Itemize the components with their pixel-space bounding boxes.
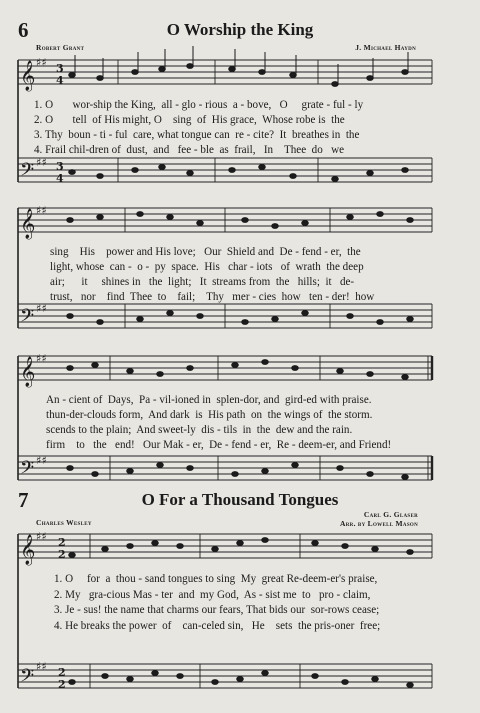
- verse-line: 2. My gra-cious Mas - ter and my God, As - sist me to pro - claim,: [54, 588, 371, 601]
- svg-text:4: 4: [56, 74, 64, 87]
- arranger-credit: Arr. by Lowell Mason: [340, 519, 418, 528]
- svg-text:♯♯: ♯♯: [36, 204, 47, 217]
- svg-text:4: 4: [56, 172, 64, 185]
- hymn-title: O Worship the King: [166, 20, 314, 39]
- svg-text:𝄢: 𝄢: [20, 458, 35, 483]
- verse-line: firm to the end! Our Mak - er, De - fend - er, Re - deem-er, and Friend!: [46, 439, 392, 451]
- verse-line: light, whose can - o - py space. His char - iots of wrath the deep: [50, 261, 364, 273]
- lyrics-hymn-7: [54, 572, 380, 634]
- svg-text:𝄢: 𝄢: [20, 306, 35, 331]
- svg-text:2: 2: [58, 666, 66, 679]
- music-credit: J. Michael Haydn: [355, 43, 416, 52]
- hymn-number: 6: [18, 18, 29, 42]
- svg-text:2: 2: [58, 678, 66, 691]
- svg-text:3: 3: [56, 160, 64, 173]
- svg-text:𝄞: 𝄞: [20, 209, 36, 239]
- svg-text:♯♯: ♯♯: [36, 660, 47, 673]
- music-credit: Carl G. Glaser: [363, 510, 418, 519]
- lyrics-system-2: [50, 245, 374, 305]
- svg-text:𝄞: 𝄞: [20, 357, 36, 387]
- svg-text:2: 2: [58, 548, 66, 561]
- verse-line: air; it shines in the light; It streams from the hills; it de-: [50, 276, 355, 288]
- verse-line: sing His power and His love; Our Shield and De - fend - er, the: [50, 246, 361, 258]
- svg-text:♯♯: ♯♯: [36, 156, 47, 169]
- verse-line: 2. O tell of His might, O sing of His grace, Whose robe is the: [34, 114, 345, 126]
- words-credit: Charles Wesley: [36, 518, 92, 527]
- verse-line: trust, nor find Thee to fail; Thy mer - cies how ten - der! how: [50, 291, 375, 303]
- lyrics-system-3: [46, 393, 391, 453]
- svg-text:♯♯: ♯♯: [36, 352, 47, 365]
- svg-text:3: 3: [56, 62, 64, 75]
- verse-line: 1. O wor-ship the King, all - glo - rious a - bove, O grate - ful - ly: [34, 99, 364, 111]
- words-credit: Robert Grant: [36, 43, 85, 52]
- svg-text:♯♯: ♯♯: [36, 454, 47, 467]
- verse-line: 3. Thy boun - ti - ful care, what tongue can re - cite? It breathes in the: [34, 129, 360, 141]
- svg-text:𝄞: 𝄞: [20, 61, 36, 91]
- verse-line: 4. Frail chil-dren of dust, and fee - ble as frail, In Thee do we: [34, 144, 345, 156]
- verse-line: scends to the plain; And sweet-ly dis - tils in the dew and the rain.: [46, 424, 353, 436]
- lyrics-system-1: [34, 98, 363, 158]
- svg-text:♯♯: ♯♯: [36, 302, 47, 315]
- hymn-number: 7: [18, 488, 29, 512]
- svg-text:2: 2: [58, 536, 66, 549]
- verse-line: thun-der-clouds form, And dark is His path on the wings of the storm.: [46, 409, 373, 421]
- svg-text:𝄢: 𝄢: [20, 666, 35, 691]
- svg-text:♯♯: ♯♯: [36, 530, 47, 543]
- verse-line: An - cient of Days, Pa - vil-ioned in splen-dor, and gird-ed with praise.: [46, 394, 372, 406]
- svg-text:𝄢: 𝄢: [20, 160, 35, 185]
- svg-text:♯♯: ♯♯: [36, 56, 47, 69]
- hymn-title: O For a Thousand Tongues: [141, 490, 339, 509]
- verse-line: 1. O for a thou - sand tongues to sing My great Re-deem-er's praise,: [54, 573, 378, 585]
- verse-line: 3. Je - sus! the name that charms our fears, That bids our sor-rows cease;: [54, 604, 380, 617]
- verse-line: 4. He breaks the power of can-celed sin, He sets the pris-oner free;: [54, 619, 381, 632]
- svg-text:𝄞: 𝄞: [20, 535, 36, 565]
